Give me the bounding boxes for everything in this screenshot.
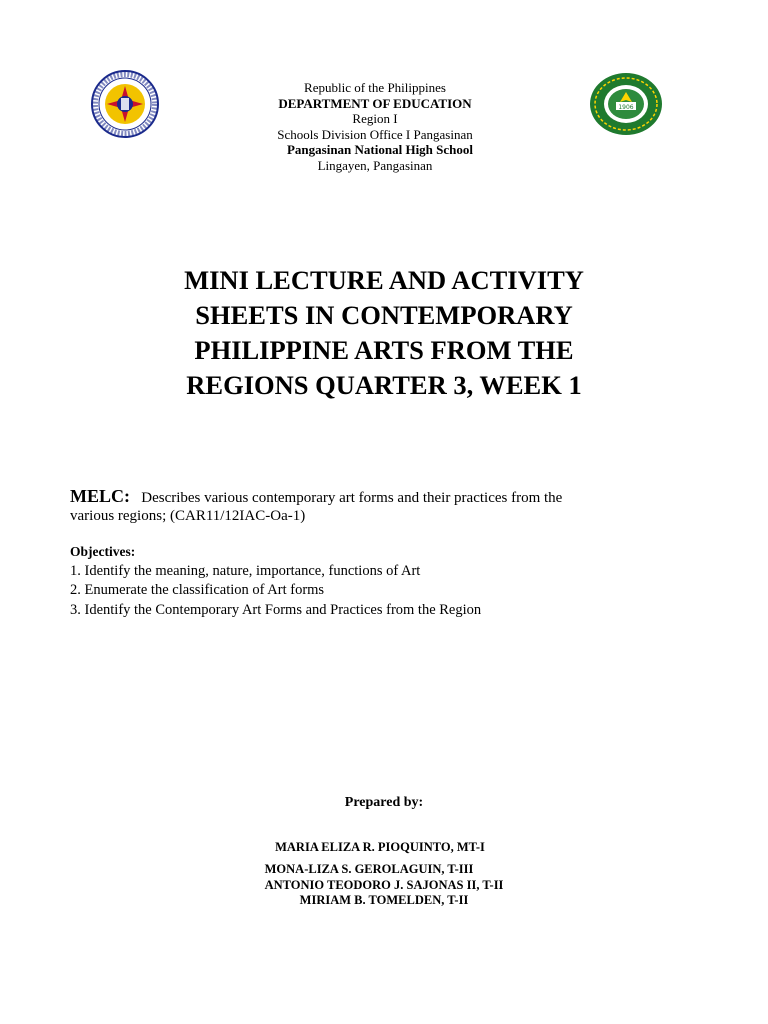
division-line: Schools Division Office I Pangasinan [277, 126, 473, 142]
title-line-3: PHILIPPINE ARTS FROM THE [194, 335, 574, 365]
melc-text-line-2: various regions; (CAR11/12IAC-Oa-1) [70, 508, 306, 524]
prepared-by-heading: Prepared by: [344, 795, 424, 810]
melc-section [70, 487, 690, 525]
preparer-name: MONA-LIZA S. GEROLAGUIN, T-III [264, 862, 474, 876]
school-seal-icon [588, 72, 664, 136]
objectives-heading: Objectives: [70, 544, 136, 559]
melc-label: MELC: [70, 486, 130, 506]
preparer-name: ANTONIO TEODORO J. SAJONAS II, T-II [264, 878, 504, 892]
deped-seal-icon [91, 70, 159, 138]
region-line: Region I [352, 111, 398, 126]
document-header [200, 80, 550, 173]
objectives-section [70, 542, 690, 620]
objective-item: 3. Identify the Contemporary Art Forms and Practices from the Region [70, 601, 482, 618]
department-line: DEPARTMENT OF EDUCATION [278, 95, 472, 111]
location-line: Lingayen, Pangasinan [317, 157, 433, 173]
objective-item: 1. Identify the meaning, nature, importance, functions of Art [70, 562, 421, 579]
title-line-1: MINI LECTURE AND ACTIVITY [184, 265, 584, 295]
preparer-name: MARIA ELIZA R. PIOQUINTO, MT-I [275, 840, 485, 854]
seal-year: 1906 [618, 104, 634, 111]
document-title [120, 263, 648, 403]
preparer-name: MIRIAM B. TOMELDEN, T-II [299, 893, 469, 907]
school-line: Pangasinan National High School [286, 142, 474, 157]
title-line-4: REGIONS QUARTER 3, WEEK 1 [186, 370, 582, 400]
republic-line: Republic of the Philippines [304, 80, 446, 95]
melc-text-line-1: Describes various contemporary art forms and their practices from the [141, 490, 563, 506]
title-line-2: SHEETS IN CONTEMPORARY [195, 300, 573, 330]
objective-item: 2. Enumerate the classification of Art forms [70, 582, 325, 598]
